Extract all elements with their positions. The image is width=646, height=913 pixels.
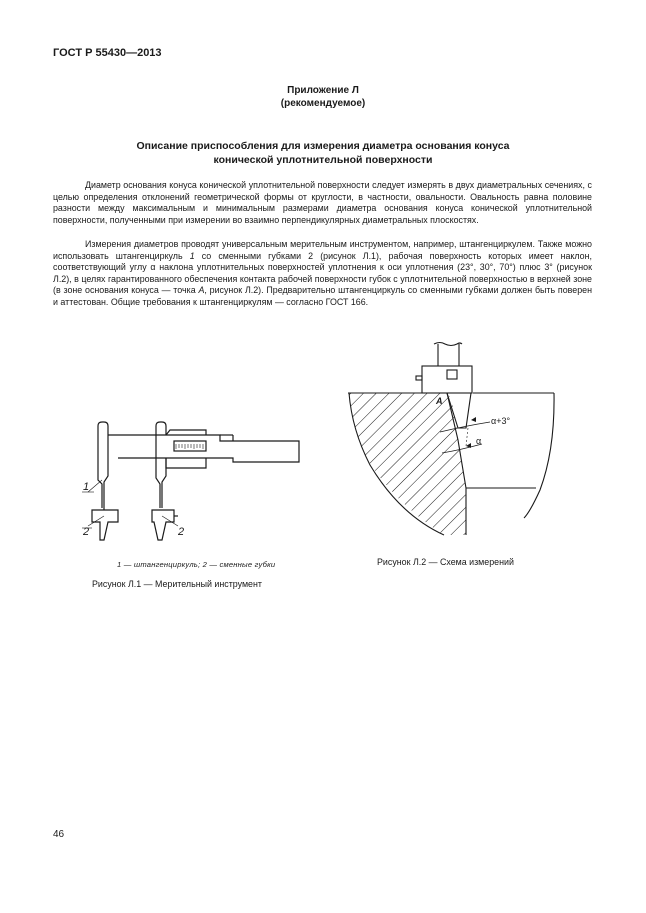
- paragraph-2-part-e: , рисунок Л.2). Предварительно штангенциркуль со сменными губками должен быть поверен и аттестован. Общие требования к штангенциркулям — согласно ГОСТ 166.: [53, 285, 592, 307]
- point-a-label: A: [436, 396, 443, 406]
- slider-top: [166, 430, 206, 435]
- appendix-title: Приложение Л: [287, 85, 359, 96]
- callout-2-right: 2: [178, 526, 185, 538]
- callout-1: 1: [83, 481, 90, 493]
- hatched-body: [349, 393, 466, 535]
- angle-label-top: α+3°: [491, 416, 511, 426]
- outer-outline: [524, 393, 554, 518]
- changeable-jaw-right: [152, 510, 174, 540]
- paragraph-2-part-c: со сменными губками 2 (рисунок Л.1), рабочая поверхность которых имеет наклон, соответствующий углу α наклона уплотнительных поверхностей уплотнения к оси уплотнения (23°, 30°, 70°) плюс 3° (рисунок Л.2), в целях гарантированного обеспечения контакта рабочей поверхности губок с уплотнительной поверхностью в верхней зоне (в зоне основания конуса — точка: [53, 250, 592, 296]
- appendix-subtitle: (рекомендуемое): [280, 98, 366, 109]
- section-title: [40, 139, 606, 167]
- angle-label-bottom: α: [476, 436, 482, 446]
- callout-2-left: 2: [83, 526, 90, 538]
- leader-1: [88, 480, 102, 492]
- jaw-notch: [447, 370, 457, 379]
- paragraph-2-ref-1: 1: [189, 250, 195, 261]
- figure1-legend: 1 — штангенциркуль; 2 — сменные губки: [117, 560, 276, 569]
- standard-header: ГОСТ Р 55430—2013: [53, 47, 162, 59]
- slider-body: [166, 458, 206, 468]
- caliper-beam: [108, 435, 299, 462]
- leader-2-right: [162, 516, 178, 526]
- section-title-line1: Описание приспособления для измерения диаметра основания конуса: [136, 140, 510, 152]
- leader-2-left: [88, 516, 104, 526]
- figure1-caption: Рисунок Л.1 — Мерительный инструмент: [92, 579, 262, 589]
- paragraph-1: Диаметр основания конуса конической уплотнительной поверхности следует измерять в двух диаметральных сечениях, с целью определения отклонений геометрической формы от круглости, в частности, овальности. Овальность равна половине разности между максимальным и минимальным размерами диаметра основания конуса конической уплотнительной поверхности, полученными при измерении во взаимно перпендикулярных диаметральных плоскостях.: [53, 180, 592, 225]
- appendix-heading: [0, 84, 646, 110]
- figure2-caption: Рисунок Л.2 — Схема измерений: [377, 557, 514, 567]
- measurement-scheme-figure: [340, 340, 570, 538]
- section-title-line2: конической уплотнительной поверхности: [213, 154, 433, 166]
- paragraph-2-point-a: A: [198, 285, 205, 296]
- moving-jaw: [156, 422, 166, 435]
- paragraph-2-part-a: Измерения диаметров проводят универсальным мерительным инструментом, например, штангенциркулем. Также можно использовать штангенциркуль: [53, 239, 592, 261]
- paragraph-2: [53, 239, 592, 309]
- changeable-jaw-left: [92, 510, 118, 540]
- fixed-jaw: [98, 422, 108, 508]
- caliper-figure: [70, 418, 310, 543]
- page-number: 46: [53, 829, 65, 840]
